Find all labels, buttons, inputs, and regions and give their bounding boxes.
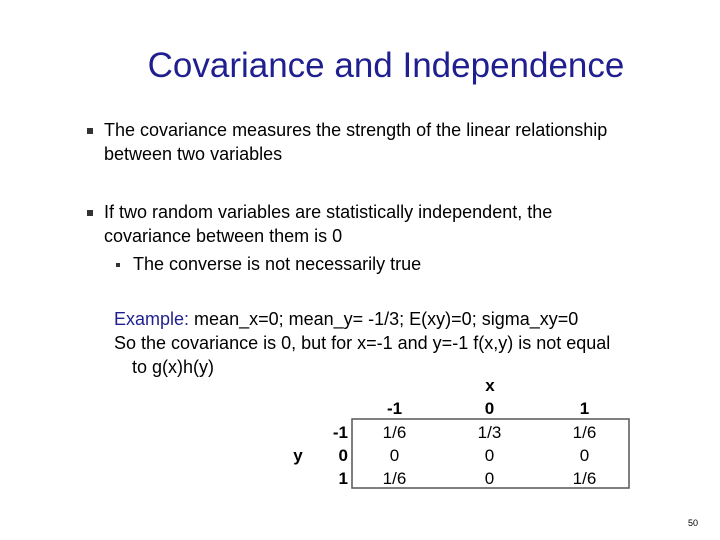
- table-cell: 1/3: [477, 423, 502, 442]
- example-line-2: So the covariance is 0, but for x=-1 and y=-1 f(x,y) is not equal: [114, 333, 611, 353]
- bullet-line: between two variables: [104, 144, 283, 164]
- table-cell: 1/6: [572, 469, 597, 488]
- table-cell: 0: [484, 446, 495, 465]
- table-cell: 0: [579, 446, 590, 465]
- table-row-header: -1: [332, 423, 348, 442]
- bullet-line: covariance between them is 0: [104, 226, 343, 246]
- sub-bullet-item: The converse is not necessarily true: [133, 254, 422, 274]
- example-line-3: to g(x)h(y): [132, 357, 215, 377]
- table-cell: 0: [484, 469, 495, 488]
- bullet-line: If two random variables are statistically independent, the: [104, 202, 553, 222]
- table-row-header: 0: [338, 446, 348, 465]
- example-text: mean_x=0; mean_y= -1/3; E(xy)=0; sigma_xy=0: [189, 309, 579, 329]
- example-label: Example:: [114, 309, 190, 329]
- slide-title: Covariance and Independence: [147, 46, 625, 85]
- table-row-variable: y: [293, 446, 303, 465]
- table-cell: 0: [389, 446, 400, 465]
- table-col-header: 1: [579, 399, 590, 418]
- bullet-line: The covariance measures the strength of the linear relationship: [104, 120, 608, 140]
- table-cell: 1/6: [572, 423, 597, 442]
- table-column-variable: x: [485, 376, 495, 395]
- table-col-header: -1: [386, 399, 403, 418]
- slide-number: 50: [687, 518, 698, 528]
- table-col-header: 0: [484, 399, 495, 418]
- table-cell: 1/6: [382, 423, 407, 442]
- table-cell: 1/6: [382, 469, 407, 488]
- table-row-header: 1: [338, 469, 348, 488]
